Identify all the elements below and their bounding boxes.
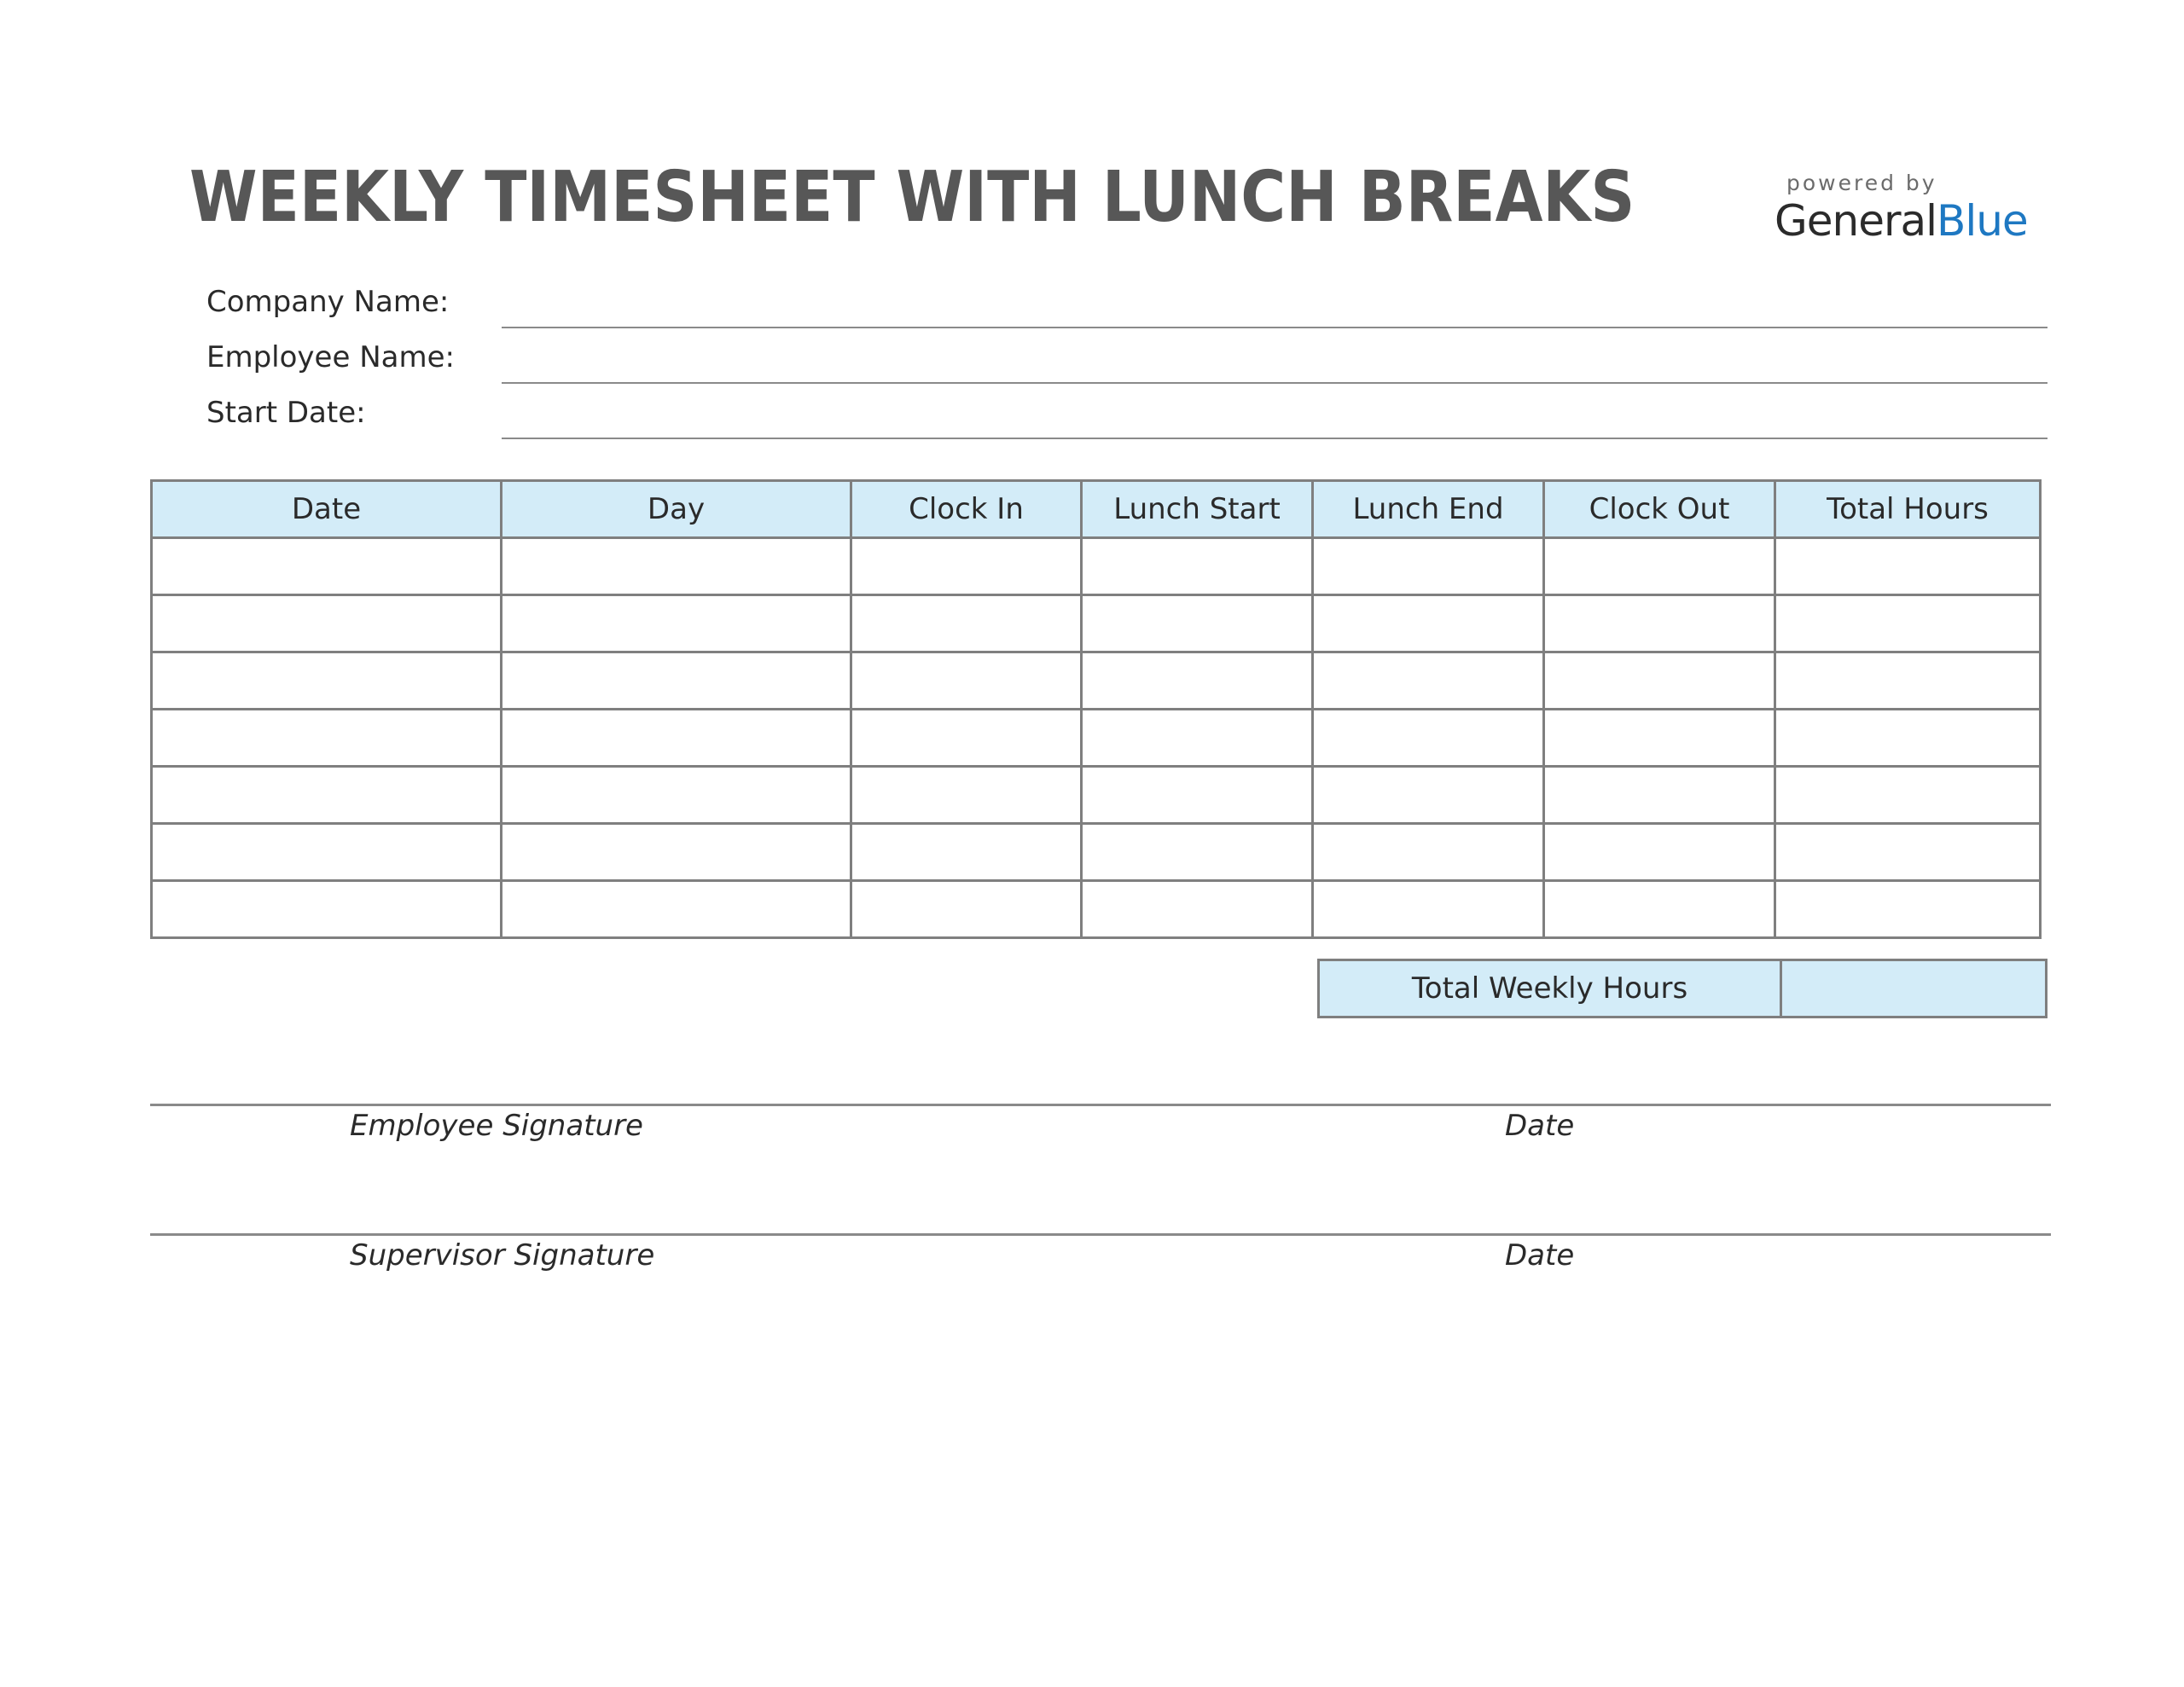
cell-lunch-start[interactable]: [1082, 824, 1313, 881]
table-row: [152, 595, 2041, 652]
cell-clock-out[interactable]: [1544, 710, 1775, 767]
cell-total-hours[interactable]: [1775, 652, 2041, 710]
cell-date[interactable]: [152, 652, 502, 710]
cell-date[interactable]: [152, 767, 502, 824]
cell-clock-in[interactable]: [851, 767, 1082, 824]
header-lunch-start: Lunch Start: [1082, 481, 1313, 538]
cell-total-hours[interactable]: [1775, 881, 2041, 938]
cell-clock-in[interactable]: [851, 881, 1082, 938]
cell-date[interactable]: [152, 538, 502, 595]
cell-total-hours[interactable]: [1775, 595, 2041, 652]
cell-day[interactable]: [502, 767, 851, 824]
brand-name: [1774, 196, 2028, 246]
employee-signature-label: Employee Signature: [350, 1109, 643, 1143]
cell-clock-out[interactable]: [1544, 824, 1775, 881]
total-weekly-row: [1319, 960, 2047, 1017]
cell-date[interactable]: [152, 881, 502, 938]
total-weekly-value[interactable]: [1781, 960, 2047, 1017]
cell-total-hours[interactable]: [1775, 767, 2041, 824]
employee-name-label: Employee Name:: [206, 340, 455, 374]
total-weekly-label: Total Weekly Hours: [1319, 960, 1781, 1017]
header-total-hours: Total Hours: [1775, 481, 2041, 538]
header-clock-out: Clock Out: [1544, 481, 1775, 538]
cell-lunch-end[interactable]: [1313, 710, 1544, 767]
cell-clock-out[interactable]: [1544, 538, 1775, 595]
cell-day[interactable]: [502, 595, 851, 652]
cell-lunch-end[interactable]: [1313, 595, 1544, 652]
table-header-row: [152, 481, 2041, 538]
employee-signature-line[interactable]: [150, 1104, 2051, 1106]
company-name-field: [206, 283, 2051, 338]
cell-day[interactable]: [502, 652, 851, 710]
cell-lunch-start[interactable]: [1082, 710, 1313, 767]
start-date-label: Start Date:: [206, 396, 366, 430]
header-lunch-end: Lunch End: [1313, 481, 1544, 538]
company-name-label: Company Name:: [206, 285, 450, 319]
cell-lunch-start[interactable]: [1082, 538, 1313, 595]
cell-lunch-start[interactable]: [1082, 595, 1313, 652]
cell-lunch-start[interactable]: [1082, 881, 1313, 938]
header-date: Date: [152, 481, 502, 538]
cell-clock-in[interactable]: [851, 538, 1082, 595]
table-row: [152, 881, 2041, 938]
cell-total-hours[interactable]: [1775, 538, 2041, 595]
table-row: [152, 538, 2041, 595]
employee-name-field: [206, 339, 2051, 393]
cell-clock-out[interactable]: [1544, 652, 1775, 710]
cell-day[interactable]: [502, 824, 851, 881]
start-date-input-line[interactable]: [502, 438, 2048, 439]
brand-name-blue: Blue: [1937, 196, 2028, 246]
cell-day[interactable]: [502, 710, 851, 767]
total-weekly-table: [1317, 959, 2048, 1018]
supervisor-date-label: Date: [1505, 1238, 1575, 1272]
cell-lunch-end[interactable]: [1313, 824, 1544, 881]
cell-clock-in[interactable]: [851, 824, 1082, 881]
cell-clock-out[interactable]: [1544, 767, 1775, 824]
cell-date[interactable]: [152, 595, 502, 652]
cell-total-hours[interactable]: [1775, 710, 2041, 767]
cell-clock-in[interactable]: [851, 652, 1082, 710]
header-day: Day: [502, 481, 851, 538]
cell-lunch-start[interactable]: [1082, 652, 1313, 710]
brand-name-general: General: [1774, 196, 1937, 246]
table-row: [152, 652, 2041, 710]
supervisor-signature-label: Supervisor Signature: [350, 1238, 655, 1272]
supervisor-signature-line[interactable]: [150, 1233, 2051, 1236]
cell-date[interactable]: [152, 824, 502, 881]
cell-clock-out[interactable]: [1544, 881, 1775, 938]
cell-clock-in[interactable]: [851, 595, 1082, 652]
employee-date-label: Date: [1505, 1109, 1575, 1143]
company-name-input-line[interactable]: [502, 327, 2048, 328]
page-title: WEEKLY TIMESHEET WITH LUNCH BREAKS: [189, 157, 1635, 238]
timesheet-table: [150, 479, 2042, 939]
cell-lunch-end[interactable]: [1313, 767, 1544, 824]
cell-date[interactable]: [152, 710, 502, 767]
cell-day[interactable]: [502, 538, 851, 595]
cell-lunch-start[interactable]: [1082, 767, 1313, 824]
table-row: [152, 767, 2041, 824]
table-row: [152, 710, 2041, 767]
cell-lunch-end[interactable]: [1313, 881, 1544, 938]
start-date-field: [206, 394, 2051, 449]
cell-lunch-end[interactable]: [1313, 652, 1544, 710]
table-row: [152, 824, 2041, 881]
cell-clock-in[interactable]: [851, 710, 1082, 767]
brand-powered-by: powered by: [1786, 171, 1937, 195]
cell-total-hours[interactable]: [1775, 824, 2041, 881]
cell-lunch-end[interactable]: [1313, 538, 1544, 595]
timesheet-body: [152, 538, 2041, 938]
cell-clock-out[interactable]: [1544, 595, 1775, 652]
employee-name-input-line[interactable]: [502, 382, 2048, 384]
cell-day[interactable]: [502, 881, 851, 938]
header-clock-in: Clock In: [851, 481, 1082, 538]
